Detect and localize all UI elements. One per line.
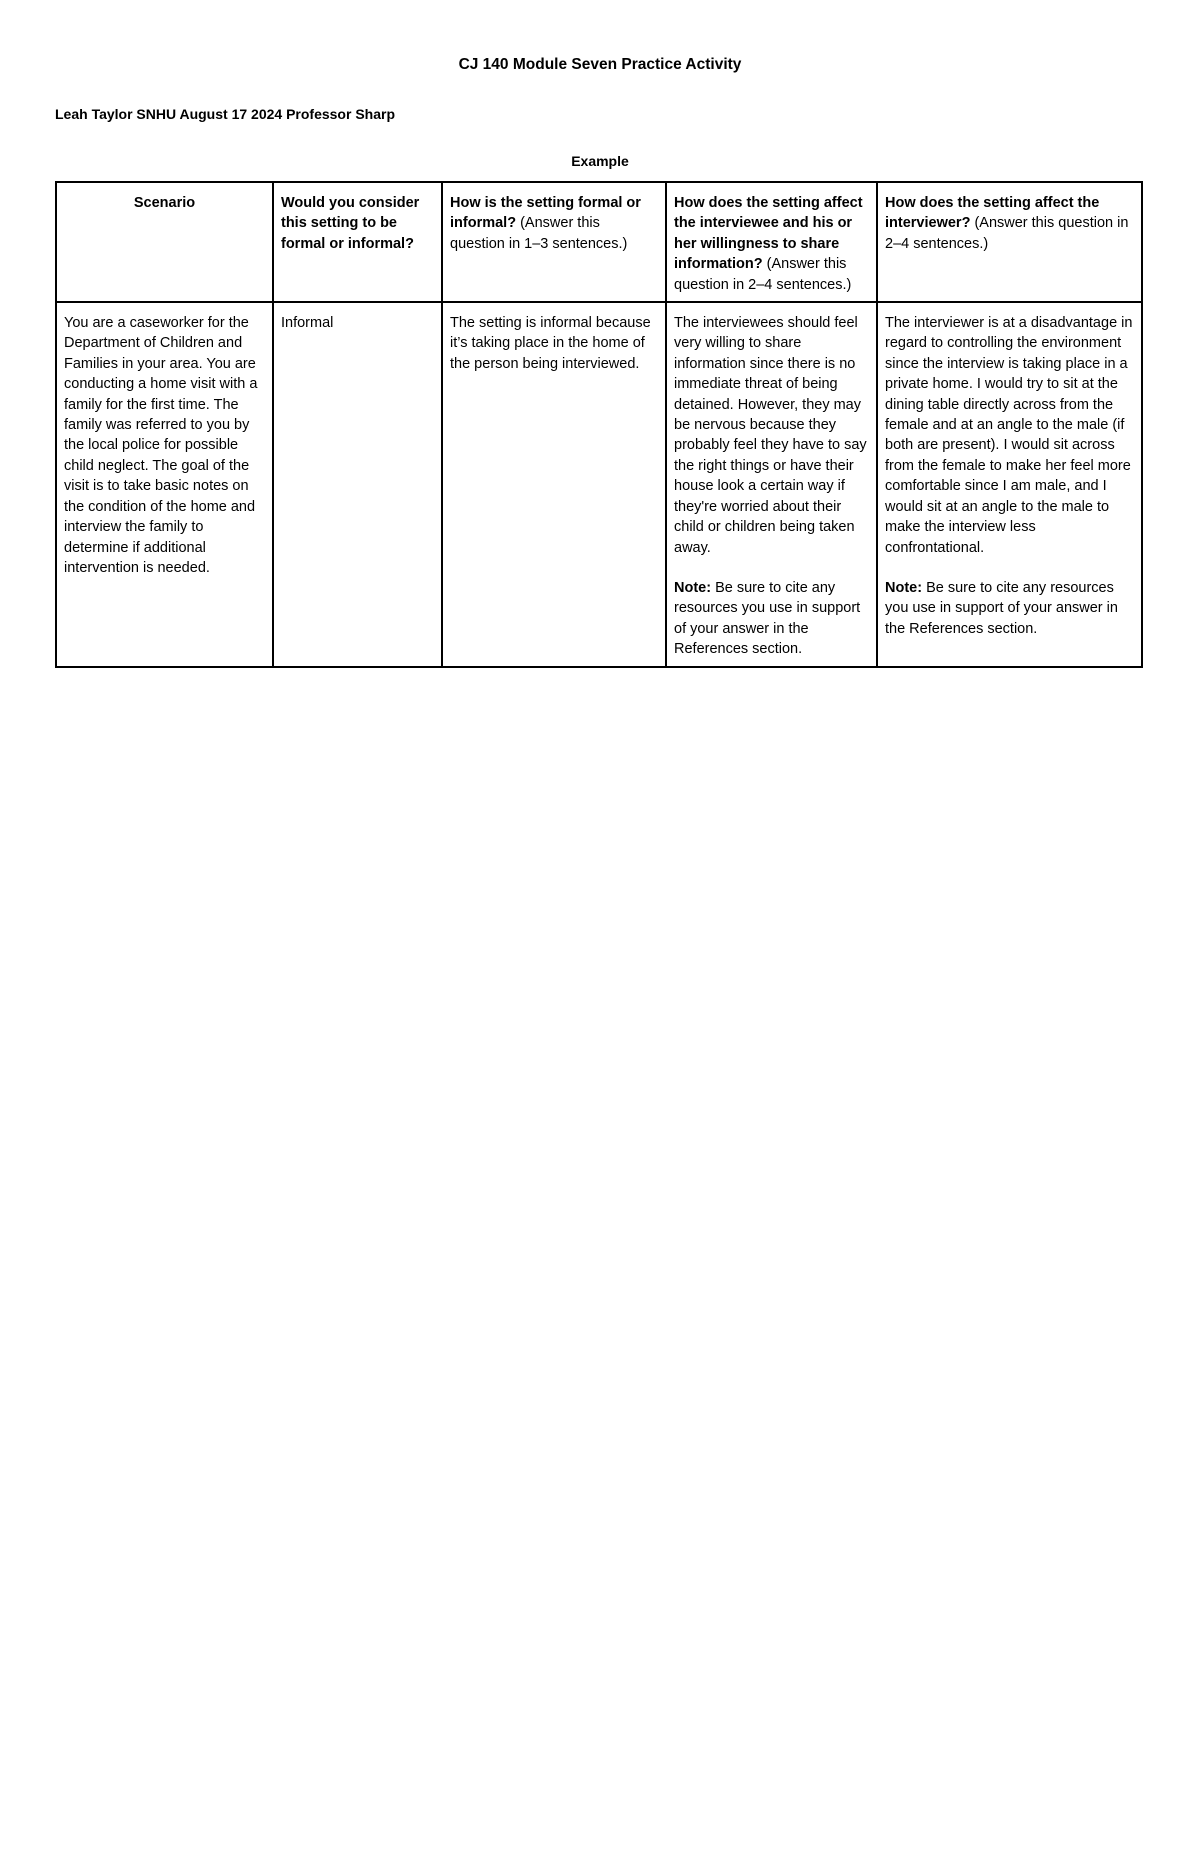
header-interviewer-effect-instruction: (Answer this question in 2–4 sentences.) [885, 215, 1129, 252]
header-scenario-label: Scenario [133, 195, 196, 211]
header-formal-informal-label: Would you consider this setting to be formal or informal? [281, 195, 420, 252]
cell-scenario [56, 302, 273, 667]
interviewee-note-text: Be sure to cite any resources you use in support of your answer in the References section. [674, 579, 861, 658]
header-interviewee-effect [666, 182, 877, 302]
how-setting-answer: The setting is informal because it’s taking place in the home of the person being interviewed. [450, 315, 651, 372]
header-scenario [56, 182, 273, 302]
paragraph-spacer [674, 558, 869, 578]
interviewee-note [674, 578, 869, 660]
interviewer-effect-answer: The interviewer is at a disadvantage in regard to controlling the environment since the interview is taking place in a private home. I would try to sit at the dining table directly across from the female and at an angle to the male (if both are present). I would sit across from the female to make her feel more comfortable since I am male, and I would sit at an angle to the male to make the interview less confrontational. [885, 315, 1133, 556]
header-interviewer-effect-question: How does the setting affect the interviewer? [885, 195, 1100, 232]
formal-informal-answer: Informal [281, 315, 334, 332]
practice-activity-table [55, 181, 1143, 668]
header-interviewee-effect-instruction: (Answer this question in 2–4 sentences.) [674, 256, 852, 293]
cell-interviewee-effect [666, 302, 877, 667]
interviewer-note [885, 578, 1134, 639]
header-how-setting-question: How is the setting formal or informal? [450, 195, 641, 232]
table-header-row [56, 182, 1142, 302]
example-label: Example [571, 153, 629, 169]
interviewee-note-label: Note: [674, 579, 712, 596]
header-interviewer-effect [877, 182, 1142, 302]
paragraph-spacer [885, 558, 1134, 578]
header-how-setting-instruction: (Answer this question in 1–3 sentences.) [450, 215, 628, 252]
cell-formal-informal [273, 302, 442, 667]
cell-how-setting [442, 302, 666, 667]
header-how-setting [442, 182, 666, 302]
scenario-text: You are a caseworker for the Department of Children and Families in your area. You are conducting a home visit with a family for the first time. The family was referred to you by the local police for possible child neglect. The goal of the visit is to take basic notes on the condition of the home and interview the family to determine if additional intervention is needed. [64, 315, 258, 576]
author-line: Leah Taylor SNHU August 17 2024 Professor Sharp [55, 106, 395, 122]
header-interviewee-effect-question: How does the setting affect the interviewee and his or her willingness to share information? [674, 195, 863, 273]
interviewer-note-text: Be sure to cite any resources you use in support of your answer in the References section. [885, 579, 1118, 637]
interviewer-note-label: Note: [885, 579, 923, 596]
header-formal-informal [273, 182, 442, 302]
document-title: CJ 140 Module Seven Practice Activity [458, 56, 742, 73]
table-row [56, 302, 1142, 667]
cell-interviewer-effect [877, 302, 1142, 667]
interviewee-effect-answer: The interviewees should feel very willing to share information since there is no immediate threat of being detained. However, they may be nervous because they probably feel they have to say the right things or have their house look a certain way if they're worried about their child or children being taken away. [674, 315, 867, 556]
